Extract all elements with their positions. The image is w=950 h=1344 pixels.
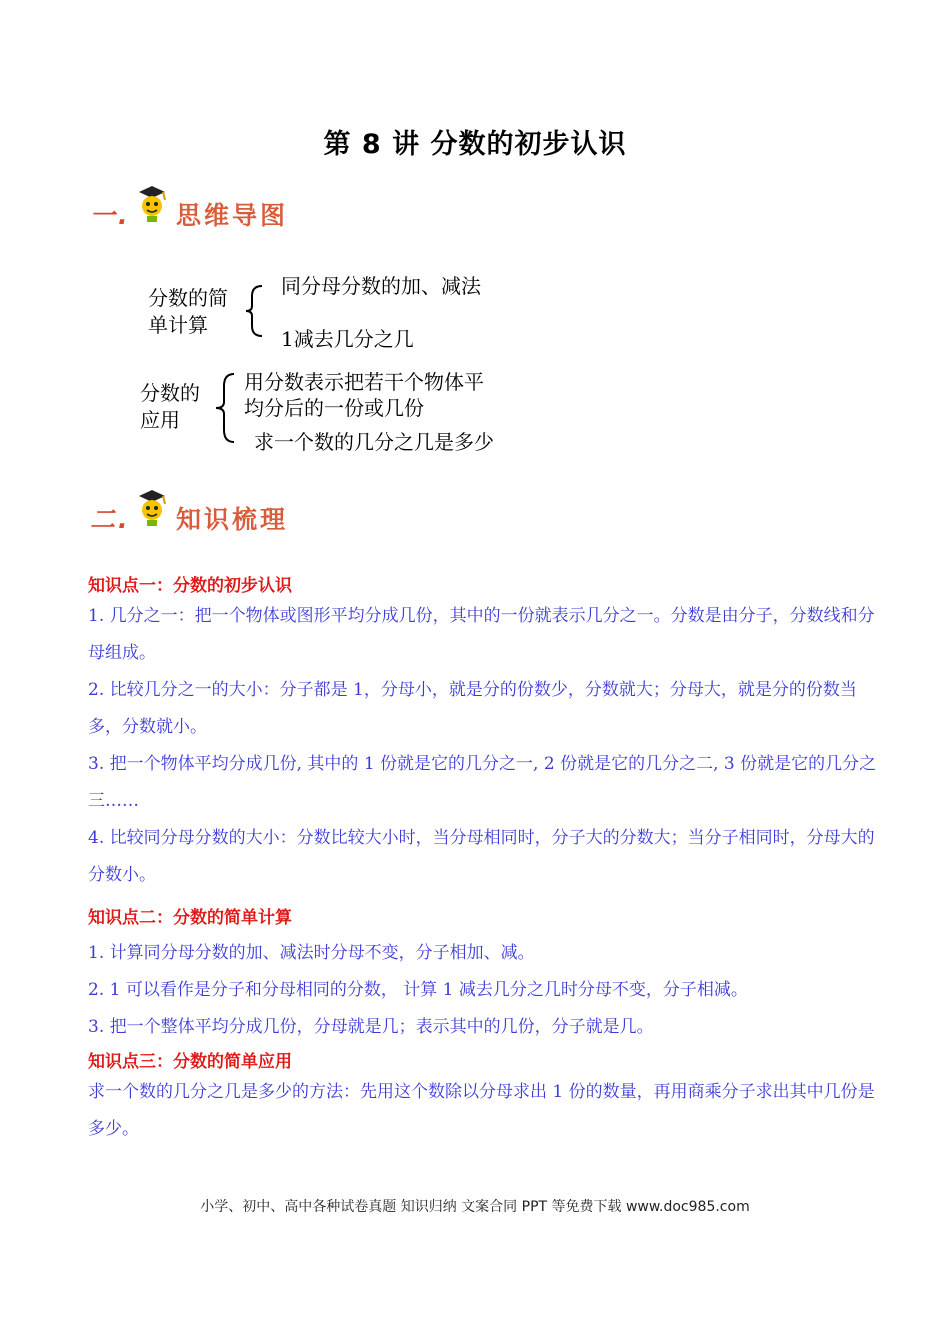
mindmap-group1-label-line1: 分数的简 <box>148 286 228 310</box>
section-title-mindmap: 思维导图 <box>176 201 289 230</box>
kp1-paragraph-2: 2. 比较几分之一的大小：分子都是 1，分母小，就是分的份数少，分数就大；分母大，就是分的份数当多，分数就小。 <box>88 680 857 737</box>
mindmap-group1-item1: 同分母分数的加、减法 <box>281 274 481 298</box>
mindmap-group2-item2: 求一个数的几分之几是多少 <box>254 430 494 454</box>
kp1-paragraph-1: 1. 几分之一：把一个物体或图形平均分成几份，其中的一份就表示几分之一。分数是由分子，分数线和分母组成。 <box>88 606 875 663</box>
kp3-paragraph-1: 求一个数的几分之几是多少的方法：先用这个数除以分母求出 1 份的数量，再用商乘分子求出其中几份是多少。 <box>88 1082 875 1139</box>
brace-group2 <box>214 372 236 444</box>
section-number: 二. <box>90 505 131 534</box>
kp2-heading: 知识点二：分数的简单计算 <box>88 908 292 928</box>
section-header-mindmap <box>90 196 131 232</box>
mindmap-group1-label-line2: 单计算 <box>148 313 208 337</box>
mindmap-group1-item2: 1减去几分之几 <box>281 327 414 351</box>
page-footer: 小学、初中、高中各种试卷真题 知识归纳 文案合同 PPT 等免费下载 www.doc985.com <box>200 1199 750 1215</box>
mascot-icon <box>135 488 169 528</box>
page-title: 第 8 讲 分数的初步认识 <box>323 129 627 160</box>
kp3-heading: 知识点三：分数的简单应用 <box>88 1052 292 1072</box>
mascot-icon <box>135 184 169 224</box>
section-header-knowledge <box>90 500 131 536</box>
section-number: 一. <box>90 201 131 230</box>
kp1-paragraph-4: 4. 比较同分母分数的大小：分数比较大小时，当分母相同时，分子大的分数大；当分子相同时，分母大的分数小。 <box>88 828 875 885</box>
mindmap-group2-label-line2: 应用 <box>140 408 180 432</box>
brace-group1 <box>244 284 264 338</box>
mindmap-group2-item1-line1: 用分数表示把若干个物体平 <box>244 370 484 394</box>
kp1-paragraph-3: 3. 把一个物体平均分成几份, 其中的 1 份就是它的几分之一, 2 份就是它的几分之二, 3 份就是它的几分之三…… <box>88 754 877 811</box>
kp2-line-2: 2. 1 可以看作是分子和分母相同的分数， 计算 1 减去几分之几时分母不变，分子相减。 <box>88 980 748 1000</box>
mindmap-group2-item1-line2: 均分后的一份或几份 <box>244 396 424 420</box>
kp2-line-3: 3. 把一个整体平均分成几份，分母就是几；表示其中的几份，分子就是几。 <box>88 1017 654 1037</box>
mindmap-group2-label-line1: 分数的 <box>140 381 200 405</box>
kp2-line-1: 1. 计算同分母分数的加、减法时分母不变，分子相加、减。 <box>88 943 535 963</box>
section-title-knowledge: 知识梳理 <box>176 505 289 534</box>
kp1-heading: 知识点一：分数的初步认识 <box>88 576 292 596</box>
